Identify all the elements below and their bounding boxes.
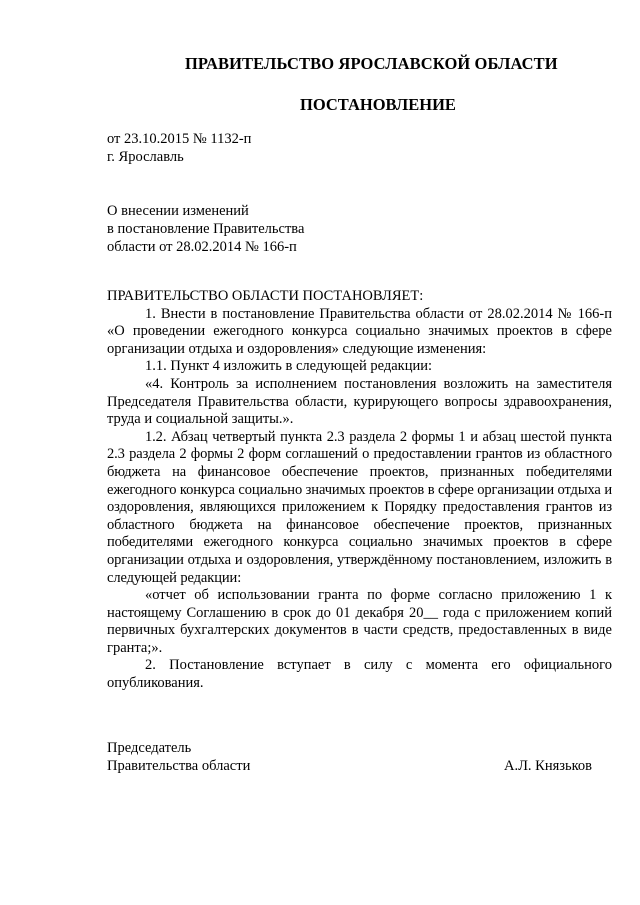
paragraph-1: 1. Внести в постановление Правительства области от 28.02.2014 № 166-п «О проведении ежегодного конкурса социально значимых проектов в сфере организации отдыха и оздоровления» следующие изменения: [107, 305, 612, 357]
signatory-title-line: Правительства области [107, 758, 251, 774]
paragraph-1-1-quote: «4. Контроль за исполнением постановления возложить на заместителя Председателя Правительства области, курирующего вопросы здравоохранения, труда и социальной защиты.». [107, 375, 612, 428]
signatory-title-line: Председатель [107, 740, 192, 756]
document-type-title: ПОСТАНОВЛЕНИЕ [300, 95, 456, 114]
subject-line: О внесении изменений [107, 203, 249, 219]
document-body [107, 288, 612, 693]
signature-block [107, 739, 592, 775]
city: г. Ярославль [107, 149, 184, 165]
resolution-intro: ПРАВИТЕЛЬСТВО ОБЛАСТИ ПОСТАНОВЛЯЕТ: [107, 288, 424, 304]
government-title: ПРАВИТЕЛЬСТВО ЯРОСЛАВСКОЙ ОБЛАСТИ [185, 54, 558, 73]
paragraph-2: 2. Постановление вступает в силу с момента его официального опубликования. [107, 657, 612, 692]
subject-line: в постановление Правительства [107, 221, 305, 237]
date-number: от 23.10.2015 № 1132-п [107, 131, 252, 147]
paragraph-1-1: 1.1. Пункт 4 изложить в следующей редакции: [145, 358, 433, 375]
paragraph-1-2-quote: «отчет об использовании гранта по форме согласно приложению 1 к настоящему Соглашению в срок до 01 декабря 20__ года с приложением копий первичных бухгалтерских документов в части средств, предоставленных в виде гранта;». [107, 587, 612, 656]
paragraph-1-2: 1.2. Абзац четвертый пункта 2.3 раздела 2 формы 1 и абзац шестой пункта 2.3 раздела 2 формы 2 форм соглашений о предоставлении грантов из областного бюджета на финансовое обеспечение проектов, признанных победителями ежегодного конкурса социально значимых проектов в сфере организации отдыха и оздоровления, являющихся приложением к Порядку предоставления грантов из областного бюджета на финансовое обеспечение проектов, признанных победителями ежегодного конкурса социально значимых проектов в сфере организации отдыха и оздоровления, утверждённому постановлением, изложить в следующей редакции: [107, 428, 612, 586]
subject-line: области от 28.02.2014 № 166-п [107, 239, 297, 255]
signatory-name: А.Л. Князьков [503, 758, 592, 774]
document-subject [107, 202, 304, 256]
document-meta [107, 130, 251, 166]
